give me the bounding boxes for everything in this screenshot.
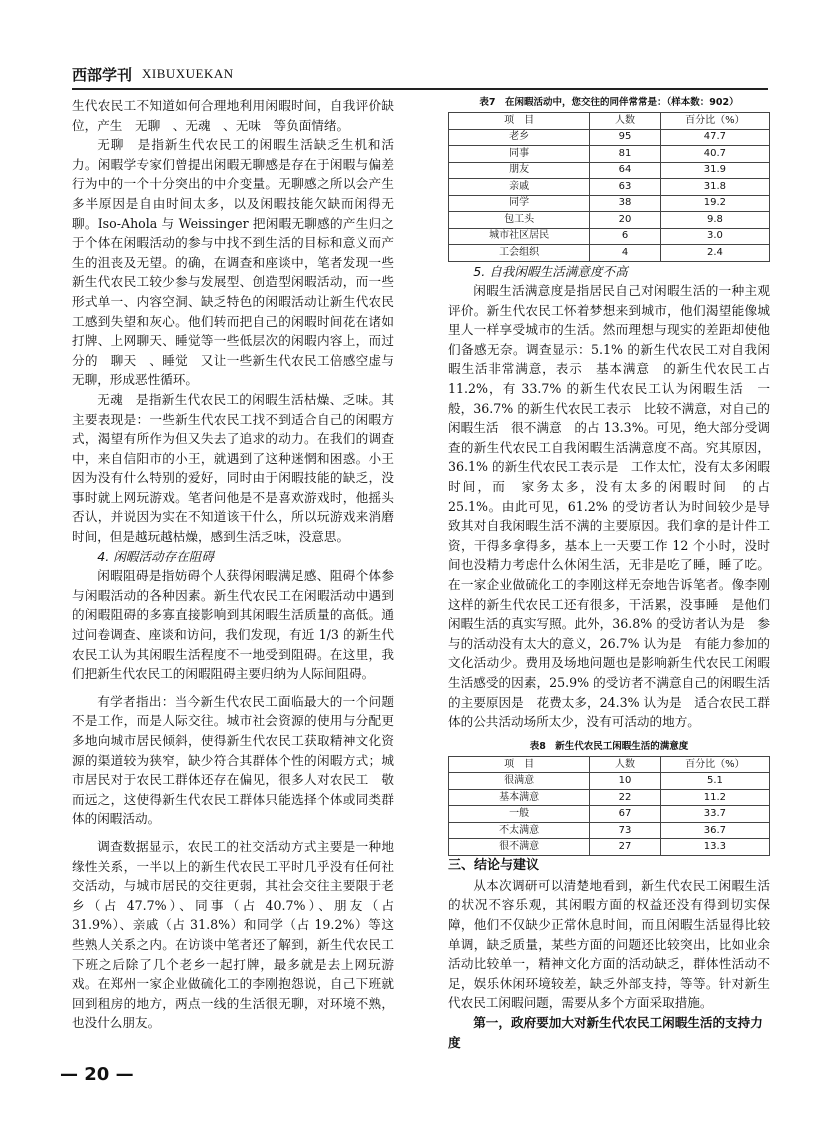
table-cell: 9.8 <box>660 212 769 229</box>
paragraph: 无聊 是指新生代农民工的闲暇生活缺乏生机和活力。闲暇学专家们曾提出闲暇无聊感是存在于闲暇与偏差行为中的一个十分突出的中介变量。无聊感之所以会产生多半原因是自由时间太多，以及闲暇技能欠缺而闲得无聊。Iso-Ahola 与 Weissinger 把闲暇无聊感的产生归之于个体在闲暇活动的参与中找不到生活的目标和意义而产生的沮丧及无望。的确，在调查和座谈中，笔者发现一些新生代农民工较少参与发展型、创造型闲暇活动，而一些形式单一、内容空洞、缺乏特色的闲暇活动让新生代农民工感到失望和灰心。他们转而把自己的闲暇时间花在诸如打牌、上网聊天、睡觉等一些低层次的闲暇内容上，而过分的 聊天 、睡觉 又让一些新生代农民工倍感空虚与无聊，形成恶性循环。 <box>72 137 394 388</box>
journal-title: 西部学刊 <box>72 66 133 84</box>
table-row <box>449 822 770 839</box>
table-cell: 20 <box>590 212 661 229</box>
table-cell: 2.4 <box>660 245 769 262</box>
table-cell: 81 <box>590 146 661 163</box>
table-cell: 工会组织 <box>449 245 590 262</box>
table-cell: 64 <box>590 162 661 179</box>
paragraph: 无魂 是指新生代农民工的闲暇生活枯燥、乏味。其主要表现是：一些新生代农民工找不到适合自己的闲暇方式，渴望有所作为但又失去了追求的动力。在我们的调查中，来自信阳市的小王，就遇到了这种迷惘和困惑。小王因为没有什么特别的爱好，同时由于闲暇技能的缺乏，没事时就上网玩游戏。笔者问他是不是喜欢游戏时，他摇头否认，并说因为实在不知道该干什么，所以玩游戏来消磨时间，但是越玩越枯燥，感到生活乏味，没意思。 <box>72 391 394 545</box>
table-cell: 47.7 <box>660 129 769 146</box>
table-cell: 19.2 <box>660 195 769 212</box>
table-row <box>449 839 770 856</box>
page-number: — 20 — <box>60 1064 134 1085</box>
table-cell: 22 <box>590 789 661 806</box>
table-cell: 6 <box>590 228 661 245</box>
table-row <box>449 179 770 196</box>
column-header: 人数 <box>590 756 661 773</box>
table-cell: 13.3 <box>660 839 769 856</box>
table-cell: 67 <box>590 806 661 823</box>
table-cell: 亲戚 <box>449 179 590 196</box>
right-column <box>448 96 770 1052</box>
table-row <box>449 195 770 212</box>
page-header <box>72 62 768 90</box>
column-header: 百分比（%） <box>660 756 769 773</box>
paragraph: 闲暇阻碍是指妨碍个人获得闲暇满足感、阻碍个体参与闲暇活动的各种因素。新生代农民工在闲暇活动中遇到的闲暇阻碍的多寡直接影响到其闲暇生活质量的高低。通过问卷调查、座谈和访问，我们发现，有近 1/3 的新生代农民工认为其闲暇生活程度不一地受到阻碍。在这里，我们把新生代农民工的闲暇阻碍主要归纳为人际间阻碍。 <box>72 568 394 682</box>
paragraph: 调查数据显示，农民工的社交活动方式主要是一种地缘性关系，一半以上的新生代农民工平时几乎没有任何社交活动，与城市居民的交往更弱，其社会交往主要限于老乡（占 47.7%）、同事（占 40.7%）、朋友（占 31.9%）、亲戚（占 31.8%）和同学（占 19.2%）等这些熟人关系之内。在访谈中笔者还了解到，新生代农民工下班之后除了几个老乡一起打牌，最多就是去上网玩游戏。在郑州一家企业做硫化工的李刚抱怨说，自己下班就回到租房的地方，两点一线的生活很无聊，对环境不熟，也没什么朋友。 <box>72 838 394 1031</box>
subsection-heading: 5. 自我闲暇生活满意度不高 <box>473 263 628 279</box>
journal-title-latin: XIBUXUEKAN <box>142 66 234 81</box>
table-row <box>449 162 770 179</box>
table-cell: 31.9 <box>660 162 769 179</box>
table-header-row <box>449 113 770 130</box>
column-header: 百分比（%） <box>660 113 769 130</box>
table-cell: 95 <box>590 129 661 146</box>
table-caption: 表8 新生代农民工闲暇生活的满意度 <box>529 740 689 752</box>
table-cell: 基本满意 <box>449 789 590 806</box>
table-cell: 31.8 <box>660 179 769 196</box>
table-cell: 36.7 <box>660 822 769 839</box>
table-cell: 老乡 <box>449 129 590 146</box>
table-cell: 4 <box>590 245 661 262</box>
table-cell: 很满意 <box>449 773 590 790</box>
section-heading: 三、结论与建议 <box>448 857 540 873</box>
table-cell: 5.1 <box>660 773 769 790</box>
table-cell: 63 <box>590 179 661 196</box>
table-row <box>449 806 770 823</box>
paragraph: 闲暇生活满意度是指居民自己对闲暇生活的一种主观评价。新生代农民工怀着梦想来到城市，他们渴望能像城里人一样享受城市的生活。然而理想与现实的差距却使他们备感无奈。调查显示：5.1% 的新生代农民工对自我闲暇生活非常满意，表示 基本满意 的新生代农民工占 11.2%，有 33.7% 的新生代农民工认为闲暇生活 一般，36.7% 的新生代农民工表示 比较不满意，对自己的闲暇生活 很不满意 的占 13.3%。可见，绝大部分受调查的新生代农民工自我闲暇生活满意度不高。究其原因，36.1% 的新生代农民工表示是 工作太忙，没有太多闲暇时间，而 家务太多，没有太多的闲暇时间 的占 25.1%。由此可见，61.2% 的受访者认为时间较少是导致其对自我闲暇生活不满的主要原因。我们拿的是计件工资，干得多拿得多，基本上一天要工作 12 个小时，没时间也没精力考虑什么休闲生活，无非是吃了睡，睡了吃。在一家企业做硫化工的李刚这样无奈地告诉笔者。像李刚这样的新生代农民工还有很多，干活累，没事睡 是他们闲暇生活的真实写照。此外，36.8% 的受访者认为是 参与的活动没有太大的意义，26.7% 认为是 有能力参加的文化活动少。费用及场地问题也是影响新生代农民工闲暇生活感受的因素，25.9% 的受访者不满意自己的闲暇生活的主要原因是 花费太多，24.3% 认为是 适合农民工群体的公共活动场所太少，没有可活动的地方。 <box>448 283 770 730</box>
subsection-heading: 4. 闲暇活动存在阻碍 <box>97 548 214 564</box>
table-cell: 包工头 <box>449 212 590 229</box>
table-cell: 73 <box>590 822 661 839</box>
table-cell: 33.7 <box>660 806 769 823</box>
companion-table <box>448 112 770 262</box>
table-cell: 同事 <box>449 146 590 163</box>
table-cell: 同学 <box>449 195 590 212</box>
table-row <box>449 228 770 245</box>
satisfaction-table <box>448 756 770 856</box>
column-header: 项 目 <box>449 113 590 130</box>
table-cell: 40.7 <box>660 146 769 163</box>
paragraph: 有学者指出：当今新生代农民工面临最大的一个问题不是工作，而是人际交往。城市社会资源的使用与分配更多地向城市居民倾斜，使得新生代农民工获取精神文化资源的渠道较为狭窄，缺少符合其群体个性的闲暇方式；城市居民对于农民工群体还存在偏见，很多人对农民工 敬而远之，这使得新生代农民工群体只能选择个体或同类群体的闲暇活动。 <box>72 693 394 827</box>
column-header: 人数 <box>590 113 661 130</box>
paragraph: 从本次调研可以清楚地看到，新生代农民工闲暇生活的状况不容乐观，其闲暇方面的权益还没有得到切实保障，他们不仅缺少正常休息时间，而且闲暇生活显得比较单调，缺乏质量，某些方面的问题还比较突出，比如业余活动比较单一，精神文化方面的活动缺乏，群体性活动不足，娱乐休闲环境较差，缺乏外部支持，等等。针对新生代农民工闲暇问题，需要从多个方面采取措施。 <box>448 877 770 1011</box>
table-row <box>449 146 770 163</box>
table-row <box>449 212 770 229</box>
table-row <box>449 245 770 262</box>
left-column <box>72 96 394 1033</box>
column-header: 项 目 <box>449 756 590 773</box>
table-cell: 朋友 <box>449 162 590 179</box>
table-caption: 表7 在闲暇活动中，您交往的同伴常常是：（样本数：902） <box>479 97 739 108</box>
table-row <box>449 773 770 790</box>
table-cell: 3.0 <box>660 228 769 245</box>
table-cell: 不太满意 <box>449 822 590 839</box>
recommendation-heading: 第一，政府要加大对新生代农民工闲暇生活的支持力度 <box>448 1014 763 1050</box>
paragraph: 生代农民工不知道如何合理地利用闲暇时间，自我评价缺位，产生 无聊 、无魂 、无味 等负面情绪。 <box>72 98 394 133</box>
table-cell: 很不满意 <box>449 839 590 856</box>
table-cell: 11.2 <box>660 789 769 806</box>
table-cell: 27 <box>590 839 661 856</box>
table-cell: 38 <box>590 195 661 212</box>
table-cell: 城市社区居民 <box>449 228 590 245</box>
table-header-row <box>449 756 770 773</box>
table-row <box>449 129 770 146</box>
table-row <box>449 789 770 806</box>
table-cell: 10 <box>590 773 661 790</box>
table-cell: 一般 <box>449 806 590 823</box>
